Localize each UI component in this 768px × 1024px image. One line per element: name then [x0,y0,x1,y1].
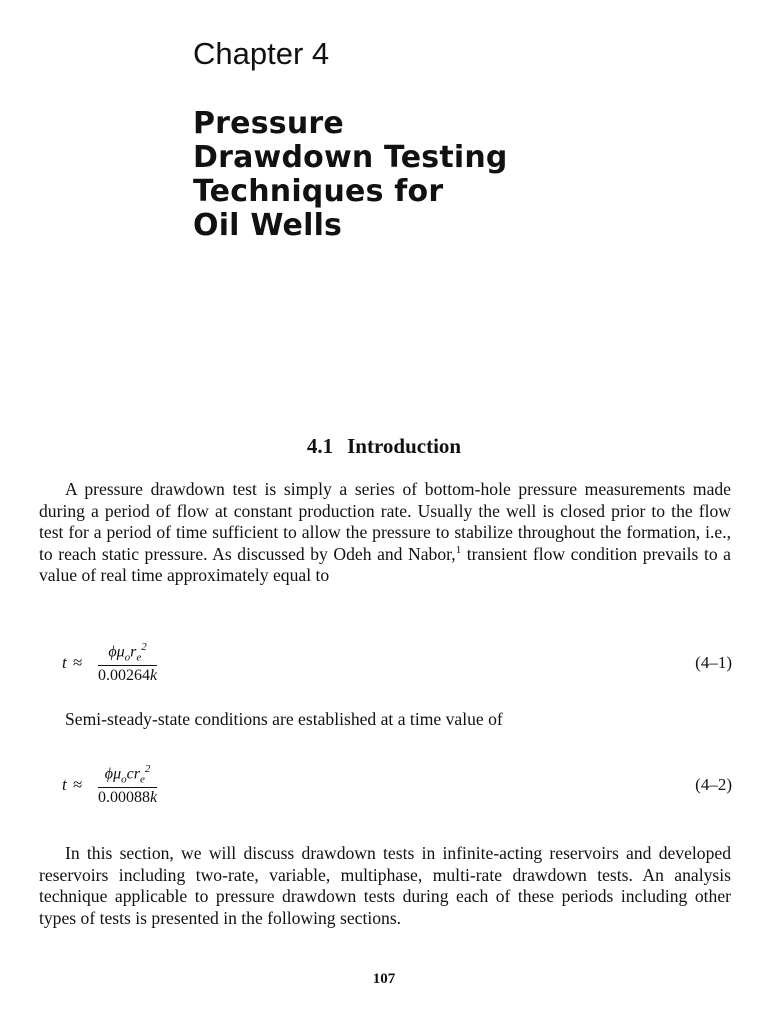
approx-sign: ≈ [72,775,83,794]
chapter-title-line: Techniques for [193,174,444,209]
equation-number: (4–1) [695,653,732,672]
section-heading [0,434,768,459]
page-number: 107 [372,971,396,987]
intro-paragraph [39,479,731,587]
approx-sign: ≈ [72,653,83,672]
equation-4-2 [62,763,732,811]
paragraph-text: A pressure drawdown test is simply a series of bottom-hole pressure measurements made during a period of flow at constant production rate. Usually the well is closed prior to the flow test for a period of time sufficient to allow the pressure to stabilize throughout the formation, i.e., to reach static pressure. As discussed by Odeh and Nabor, [39,479,731,564]
reference-marker: 1 [455,543,462,556]
fraction-denominator: 0.00264k [98,666,158,684]
fraction-numerator: $\phi\mu_ocr_e^2$ [98,763,157,788]
equation-fraction [98,641,157,685]
chapter-title-line: Oil Wells [193,208,343,243]
equation-fraction [98,763,157,807]
equation-4-1 [62,641,732,689]
section-title: Introduction [347,434,462,458]
section-summary-paragraph: In this section, we will discuss drawdown tests in infinite-acting reservoirs and developed reservoirs including two-rate, variable, multiphase, multi-rate drawdown tests. An analysis technique applicable to pressure drawdown tests during each of these periods including other types of tests is presented in the following sections. [39,843,731,928]
fraction-numerator: $\phi\mu_or_e^2$ [98,641,157,666]
paragraph-text: transient flow condition prevails to a value of real time approximately equal to [39,543,731,585]
section-number: 4.1 [306,434,334,458]
chapter-label: Chapter 4 [193,36,330,71]
chapter-title-line: Pressure [193,106,344,141]
chapter-title-line: Drawdown Testing [193,140,508,175]
equation-lhs: t ≈ [62,775,83,794]
equation-number: (4–2) [695,775,732,794]
semi-steady-paragraph: Semi-steady-state conditions are established at a time value of [65,709,503,729]
equation-lhs: t ≈ [62,653,83,672]
chapter-title [193,107,508,243]
fraction-denominator: 0.00088k [98,788,158,806]
